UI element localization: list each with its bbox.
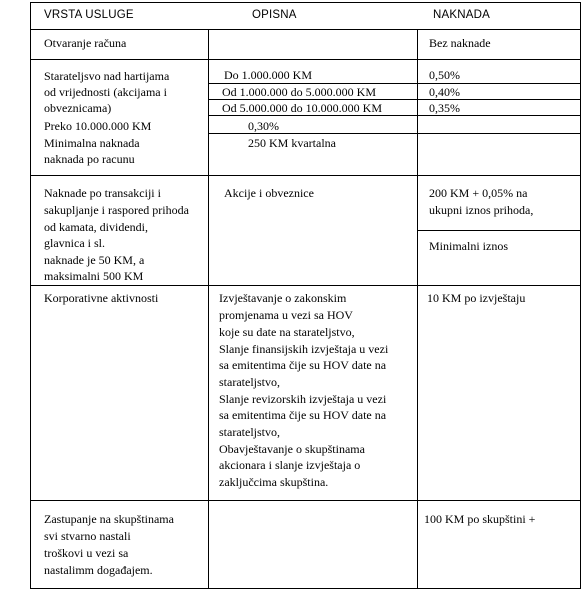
zastupanje-label-line-2: svi stvarno nastali bbox=[44, 529, 131, 543]
tier-range-1: Do 1.000.000 KM bbox=[224, 68, 313, 82]
starateljstvo-label-line-4: Preko 10.000.000 KM bbox=[44, 119, 152, 133]
row-divider-starateljstvo bbox=[30, 175, 581, 176]
table-border-top bbox=[30, 2, 581, 3]
korporativne-desc-line-9: starateljstvo, bbox=[219, 425, 280, 439]
otvaranje-label: Otvaranje računa bbox=[44, 36, 127, 50]
korporativne-desc-line-8: sa emitentima čije su HOV date na bbox=[219, 408, 387, 422]
zastupanje-label-line-3: troškovi u vezi sa bbox=[44, 546, 129, 560]
transakcije-fee-line-1: 200 KM + 0,05% na bbox=[429, 186, 528, 200]
starateljstvo-label-line-3: obveznicama) bbox=[44, 101, 112, 115]
column-divider-2 bbox=[417, 29, 418, 589]
header-vrsta-usluge: VRSTA USLUGE bbox=[44, 9, 134, 21]
row-divider-header bbox=[30, 29, 581, 30]
transakcije-minimum: Minimalni iznos bbox=[429, 239, 508, 253]
transakcije-label-line-1: Naknade po transakciji i bbox=[44, 186, 161, 200]
header-opisna: OPISNA bbox=[252, 9, 297, 21]
starateljstvo-label-line-2: od vrijednosti (akcijama i bbox=[44, 85, 167, 99]
tier-range-3: Od 5.000.000 do 10.000.000 KM bbox=[222, 101, 383, 115]
zastupanje-label-line-4: nastalimm događajem. bbox=[44, 563, 153, 577]
korporativne-desc-line-1: Izvještavanje o zakonskim bbox=[219, 291, 347, 305]
transakcije-label-line-6: maksimalni 500 KM bbox=[44, 269, 144, 283]
column-divider-1 bbox=[208, 29, 209, 589]
starateljstvo-label-line-1: Starateljsvo nad hartijama bbox=[44, 69, 170, 83]
row-divider-otvaranje bbox=[30, 59, 581, 60]
row-divider-transakcije bbox=[30, 285, 581, 286]
korporativne-desc-line-3: koje su date na starateljstvo, bbox=[219, 325, 355, 339]
korporativne-desc-line-5: sa emitentima čije su HOV date na bbox=[219, 358, 387, 372]
table-border-bottom bbox=[30, 588, 581, 589]
header-naknada: NAKNADA bbox=[433, 9, 490, 21]
korporativne-desc-line-6: starateljstvo, bbox=[219, 375, 280, 389]
transakcije-label-line-5: naknade je 50 KM, a bbox=[44, 253, 145, 267]
otvaranje-fee: Bez naknade bbox=[429, 36, 491, 50]
korporativne-desc-line-12: zaključcima skupština. bbox=[219, 475, 329, 489]
transakcije-fee-line-2: ukupni iznos prihoda, bbox=[429, 203, 534, 217]
korporativne-desc-line-7: Slanje revizorskih izvještaja u vezi bbox=[219, 392, 387, 406]
korporativne-label: Korporativne aktivnosti bbox=[44, 291, 159, 305]
row-divider-korporativne bbox=[30, 500, 581, 501]
cell-divider-minimalni bbox=[417, 230, 581, 231]
over-rate: 0,30% bbox=[248, 119, 279, 133]
minimum-fee: 250 KM kvartalna bbox=[248, 136, 336, 150]
zastupanje-label-line-1: Zastupanje na skupštinama bbox=[44, 512, 174, 526]
korporativne-fee: 10 KM po izvještaju bbox=[427, 291, 526, 305]
korporativne-desc-line-2: promjenama u vezi sa HOV bbox=[219, 308, 353, 322]
korporativne-desc-line-4: Slanje finansijskih izvještaja u vezi bbox=[219, 342, 389, 356]
korporativne-desc-line-11: akcionara i slanje izvještaja o bbox=[219, 458, 361, 472]
starateljstvo-label-line-6: naknada po racunu bbox=[44, 152, 135, 166]
tier-range-2: Od 1.000.000 do 5.000.000 KM bbox=[222, 85, 377, 99]
transakcije-label-line-3: od kamata, dividendi, bbox=[44, 220, 148, 234]
transakcije-description: Akcije i obveznice bbox=[224, 186, 314, 200]
tier-rate-3: 0,35% bbox=[429, 101, 460, 115]
transakcije-label-line-2: sakupljanje i raspored prihoda bbox=[44, 203, 189, 217]
zastupanje-fee: 100 KM po skupštini + bbox=[424, 512, 536, 526]
tier-rate-2: 0,40% bbox=[429, 85, 460, 99]
korporativne-desc-line-10: Obavještavanje o skupštinama bbox=[219, 442, 365, 456]
starateljstvo-label-line-5: Minimalna naknada bbox=[44, 136, 140, 150]
transakcije-label-line-4: glavnica i sl. bbox=[44, 236, 105, 250]
tier-rate-1: 0,50% bbox=[429, 68, 460, 82]
